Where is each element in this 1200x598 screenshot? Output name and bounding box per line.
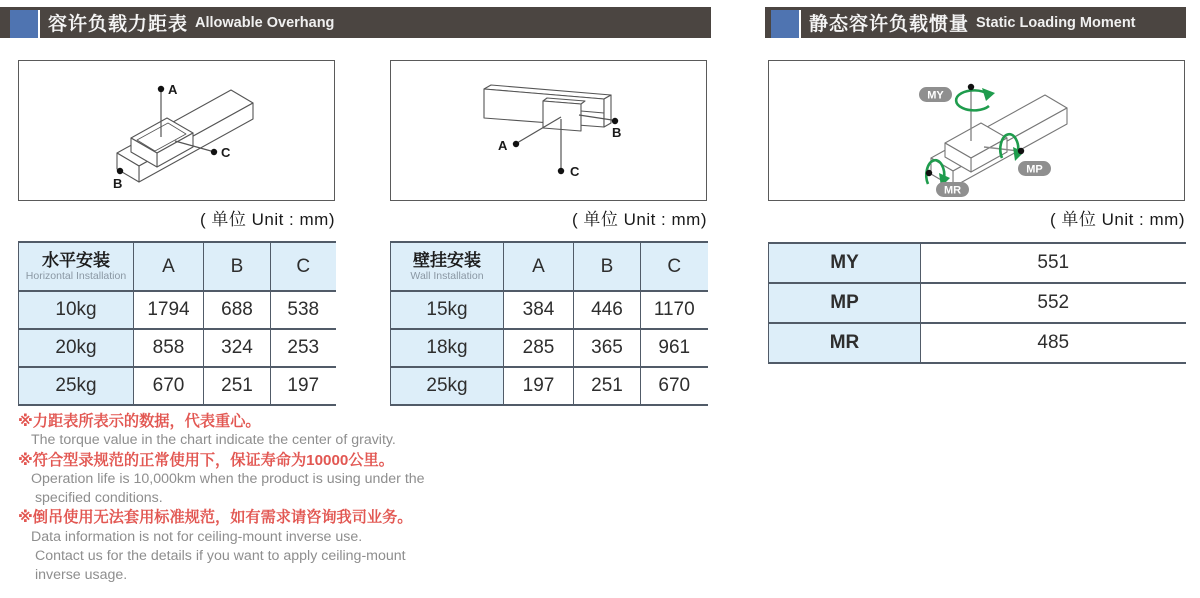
moment-value: 485 bbox=[921, 323, 1186, 363]
load-label: 10kg bbox=[19, 291, 134, 329]
point-b-label: B bbox=[612, 125, 622, 140]
header-accent-gap bbox=[799, 10, 801, 38]
section-title bbox=[48, 7, 334, 38]
rail-side-drawing bbox=[391, 61, 706, 200]
header-accent-square bbox=[10, 10, 38, 38]
rail-moment-drawing bbox=[769, 61, 1184, 200]
section-header-allowable-overhang bbox=[0, 7, 711, 38]
note-en: inverse usage. bbox=[31, 567, 128, 584]
diagram-loading-moment bbox=[768, 60, 1185, 201]
table-static-loading-moment bbox=[768, 242, 1186, 364]
value-a: 1794 bbox=[134, 291, 204, 329]
point-a-dot bbox=[513, 141, 519, 147]
load-label: 25kg bbox=[391, 367, 504, 405]
table-row bbox=[19, 291, 336, 329]
value-b: 446 bbox=[574, 291, 641, 329]
point-a-dot bbox=[158, 86, 164, 92]
unit-label: ( 单位 Unit : mm) bbox=[572, 210, 707, 229]
header-accent-square bbox=[771, 10, 799, 38]
note-en: Contact us for the details if you want to apply ceiling-mount bbox=[31, 548, 406, 565]
point-c-dot bbox=[211, 149, 217, 155]
load-label: 15kg bbox=[391, 291, 504, 329]
mp-badge: MP bbox=[1026, 163, 1043, 176]
note bbox=[18, 508, 518, 585]
value-c: 670 bbox=[641, 367, 708, 405]
unit-label: ( 单位 Unit : mm) bbox=[200, 210, 335, 229]
moment-label: MR bbox=[769, 323, 921, 363]
note-zh: ※力距表所表示的数据，代表重心。 bbox=[18, 413, 261, 430]
column-header-c: C bbox=[271, 242, 336, 291]
value-c: 1170 bbox=[641, 291, 708, 329]
load-label: 18kg bbox=[391, 329, 504, 367]
moment-label: MP bbox=[769, 283, 921, 323]
diagram-wall-overhang bbox=[390, 60, 707, 201]
table-row bbox=[391, 367, 708, 405]
point-a-label: A bbox=[498, 138, 508, 153]
table-row bbox=[19, 329, 336, 367]
point-c-label: C bbox=[221, 145, 231, 160]
column-header-b: B bbox=[204, 242, 271, 291]
section-title-en: Allowable Overhang bbox=[195, 14, 335, 31]
table-row bbox=[769, 283, 1186, 323]
table-title-zh: 水平安装 bbox=[42, 251, 110, 270]
table-row bbox=[391, 329, 708, 367]
table-row bbox=[391, 291, 708, 329]
section-title bbox=[809, 7, 1136, 38]
unit-label: ( 单位 Unit : mm) bbox=[1050, 210, 1185, 229]
table-header-row bbox=[391, 242, 708, 291]
value-c: 538 bbox=[271, 291, 336, 329]
mr-badge: MR bbox=[943, 184, 962, 197]
load-label: 20kg bbox=[19, 329, 134, 367]
value-c: 253 bbox=[271, 329, 336, 367]
value-a: 197 bbox=[504, 367, 574, 405]
point-a-label: A bbox=[168, 82, 178, 97]
moment-label: MY bbox=[769, 243, 921, 283]
table-row bbox=[769, 323, 1186, 363]
mr-axis-dot bbox=[926, 170, 932, 176]
diagram-horizontal-overhang bbox=[18, 60, 335, 201]
table-title-en: Wall Installation bbox=[410, 270, 484, 282]
header-accent-gap bbox=[38, 10, 40, 38]
table-title-zh: 壁挂安装 bbox=[413, 251, 481, 270]
section-header-static-loading-moment bbox=[765, 7, 1186, 38]
column-header-a: A bbox=[134, 242, 204, 291]
my-axis-dot bbox=[968, 84, 974, 90]
point-b-label: B bbox=[113, 176, 123, 191]
value-a: 285 bbox=[504, 329, 574, 367]
value-a: 858 bbox=[134, 329, 204, 367]
table-title-en: Horizontal Installation bbox=[25, 270, 127, 282]
note-en: Operation life is 10,000km when the product is using under the bbox=[31, 470, 425, 487]
table-wall-installation bbox=[390, 241, 708, 406]
note bbox=[18, 451, 518, 509]
my-arrowhead bbox=[982, 88, 995, 101]
table-title-cell bbox=[19, 242, 134, 291]
value-b: 251 bbox=[574, 367, 641, 405]
note-en: Data information is not for ceiling-mount inverse use. bbox=[31, 528, 363, 545]
value-b: 324 bbox=[204, 329, 271, 367]
table-title-cell bbox=[391, 242, 504, 291]
column-header-a: A bbox=[504, 242, 574, 291]
note-zh: ※符合型录规范的正常使用下，保证寿命为10000公里。 bbox=[18, 451, 394, 469]
column-header-c: C bbox=[641, 242, 708, 291]
table-header-row bbox=[19, 242, 336, 291]
value-b: 365 bbox=[574, 329, 641, 367]
my-badge: MY bbox=[927, 89, 944, 102]
column-header-b: B bbox=[574, 242, 641, 291]
moment-value: 552 bbox=[921, 283, 1186, 323]
load-label: 25kg bbox=[19, 367, 134, 405]
value-c: 961 bbox=[641, 329, 708, 367]
table-row bbox=[769, 243, 1186, 283]
moment-value: 551 bbox=[921, 243, 1186, 283]
value-a: 384 bbox=[504, 291, 574, 329]
value-c: 197 bbox=[271, 367, 336, 405]
section-title-en: Static Loading Moment bbox=[976, 14, 1136, 31]
table-row bbox=[19, 367, 336, 405]
rail-isometric-drawing bbox=[19, 61, 334, 200]
footnotes bbox=[18, 412, 518, 586]
section-title-zh: 静态容许负载惯量 bbox=[809, 14, 970, 35]
point-c-dot bbox=[558, 168, 564, 174]
note-zh: ※倒吊使用无法套用标准规范，如有需求请咨询我司业务。 bbox=[18, 509, 413, 527]
section-title-zh: 容许负载力距表 bbox=[48, 14, 189, 35]
value-a: 670 bbox=[134, 367, 204, 405]
value-b: 688 bbox=[204, 291, 271, 329]
point-b-dot bbox=[117, 168, 123, 174]
note-en: The torque value in the chart indicate the center of gravity. bbox=[31, 432, 396, 449]
value-b: 251 bbox=[204, 367, 271, 405]
mp-axis-dot bbox=[1018, 148, 1024, 154]
note-en: specified conditions. bbox=[31, 490, 163, 507]
point-b-dot bbox=[612, 118, 618, 124]
table-horizontal-installation bbox=[18, 241, 336, 406]
note bbox=[18, 412, 518, 451]
point-c-label: C bbox=[570, 164, 580, 179]
